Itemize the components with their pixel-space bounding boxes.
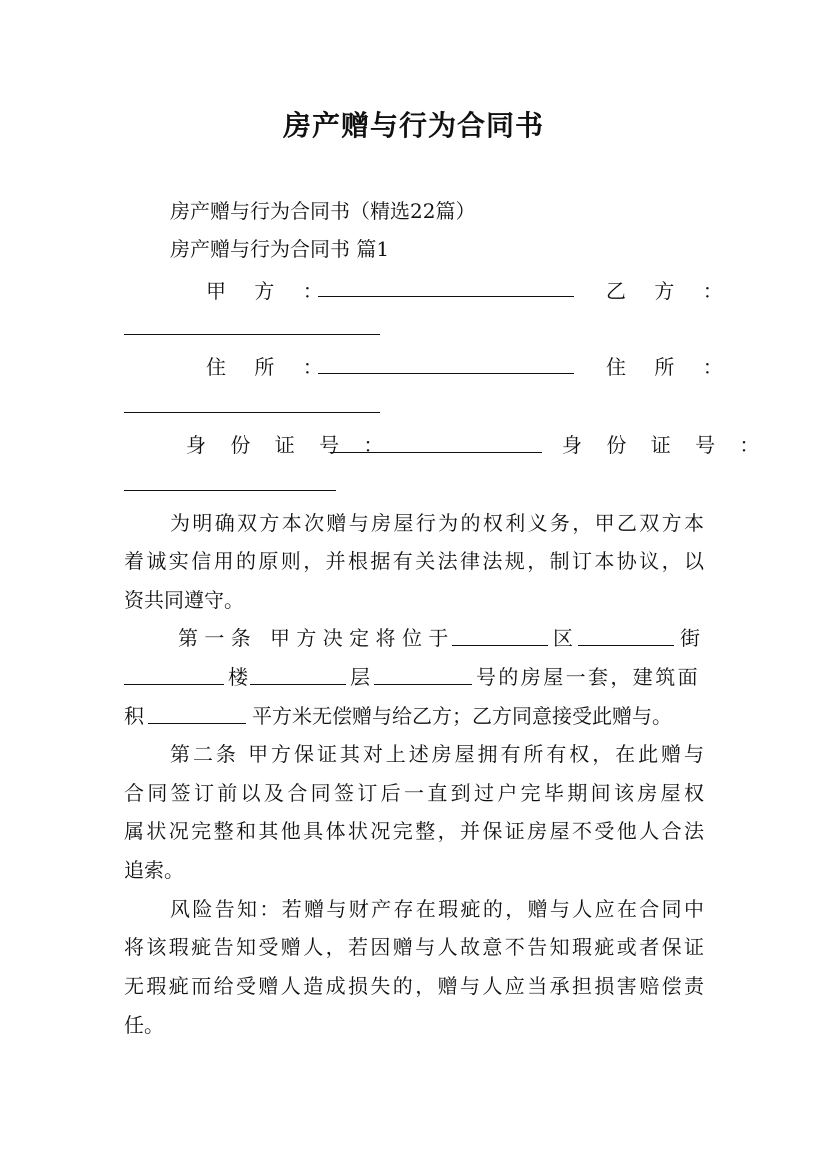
intro-line: 资共同遵守。 [124,588,244,612]
id-a-blank[interactable] [330,452,542,453]
article1-text: 平方米无偿赠与给乙方；乙方同意接受此赠与。 [252,704,672,728]
address-b-blank[interactable] [124,412,380,413]
address-a-blank[interactable] [318,373,574,374]
article2-line: 合同签订前以及合同签订后一直到过户完毕期间该房屋权 [124,781,704,805]
article1-text: 楼 [228,665,248,689]
article1-text: 积 [124,704,144,728]
article1-text: 号的房屋一套，建筑面 [476,665,700,689]
intro-line: 为明确双方本次赠与房屋行为的权利义务，甲乙双方本 [170,511,704,535]
floor-blank[interactable] [250,684,346,685]
party-b-blank[interactable] [124,334,380,335]
risk-notice-line: 风险告知：若赠与财产存在瑕疵的，赠与人应在合同中 [170,897,704,921]
article2-line: 属状况完整和其他具体状况完整，并保证房屋不受他人合法 [124,819,704,843]
risk-notice-line: 任。 [124,1013,164,1037]
article2-line: 追索。 [124,858,184,882]
id-b-blank[interactable] [124,490,336,491]
party-a-blank[interactable] [318,296,574,297]
street-blank[interactable] [578,645,674,646]
id-b-label: 身 份 证 号 ： [562,433,769,457]
party-b-label: 乙 方 ： [606,279,734,303]
id-a-label: 身 份 证 号 ： [186,433,393,457]
intro-line: 着诚实信用的原则，并根据有关法律法规，制订本协议，以 [124,549,704,573]
article1-text: 街 [680,626,700,650]
address-b-label: 住 所 ： [606,355,734,379]
risk-notice-line: 无瑕疵而给受赠人造成损失的，赠与人应当承担损害赔偿责 [124,974,704,998]
party-a-label: 甲 方 ： [206,279,334,303]
unit-number-blank[interactable] [374,684,472,685]
section-heading: 房产赠与行为合同书 篇1 [170,237,390,261]
article1-text: 层 [350,665,370,689]
article2-line: 第二条 甲方保证其对上述房屋拥有所有权，在此赠与 [170,742,704,766]
article1-text: 区 [553,626,573,650]
risk-notice-line: 将该瑕疵告知受赠人，若因赠与人故意不告知瑕疵或者保证 [124,935,704,959]
address-a-label: 住 所 ： [206,355,334,379]
district-blank[interactable] [452,645,548,646]
document-subtitle: 房产赠与行为合同书（精选22篇） [170,199,476,223]
document-title: 房产赠与行为合同书 [282,109,544,142]
article1-text: 第一条 甲方决定将位于 [178,626,455,650]
building-blank[interactable] [124,684,224,685]
area-blank[interactable] [148,723,246,724]
